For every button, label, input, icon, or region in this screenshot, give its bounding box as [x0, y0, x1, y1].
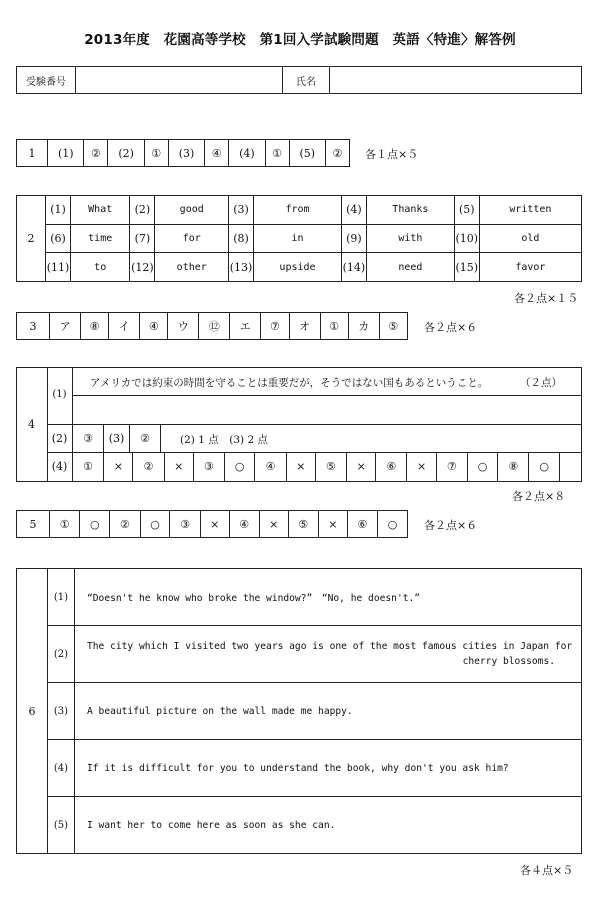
q4-part2-label: (2) [47, 424, 73, 453]
q4-item-label: ⑤ [315, 452, 346, 482]
q3-item-label: カ [348, 313, 379, 340]
q4-part3-answer: ② [130, 424, 161, 453]
q6-item-answer: I want her to come here as soon as she can. [87, 819, 336, 831]
q1-item-label: (2) [108, 140, 144, 167]
q2-item-label: (6) [46, 224, 71, 253]
q4-item-label: ⑧ [498, 452, 529, 482]
q2-table [16, 195, 582, 282]
q6-item-label: (5) [48, 797, 75, 854]
q3-item-answer: ④ [140, 313, 168, 340]
q2-item-label: (11) [46, 253, 71, 282]
q3-table [16, 312, 408, 340]
q3-item-label: エ [230, 313, 261, 340]
q2-item-label: (15) [454, 253, 479, 282]
q3-number: 3 [17, 313, 50, 340]
q6-item-answer: The city which I visited two years ago is one of the most famous cities in Japan for [87, 641, 573, 652]
q2-item-label: (3) [229, 196, 254, 225]
q4-item-label: ⑥ [376, 452, 407, 482]
q3-item-answer: ⑤ [379, 313, 407, 340]
q3-item-answer: ⑦ [261, 313, 289, 340]
page-title: 2013年度 花園高等学校 第1回入学試験問題 英語〈特進〉解答例 [84, 32, 516, 48]
q3-item-label: イ [109, 313, 140, 340]
q3-item-answer: ① [320, 313, 348, 340]
q2-item-answer: written [479, 196, 581, 225]
q2-points: 各２点×１５ [514, 292, 579, 305]
q2-item-answer: Thanks [366, 196, 454, 225]
q4-item-answer: ○ [467, 452, 497, 482]
q4-item-label: ① [73, 452, 104, 482]
q2-item-answer: old [479, 224, 581, 253]
q4-part1-points: （２点） [520, 377, 562, 389]
q2-item-label: (2) [130, 196, 155, 225]
q2-item-label: (7) [130, 224, 155, 253]
q1-item-answer: ② [84, 140, 108, 167]
q4-item-answer: ○ [529, 452, 560, 482]
q4-number: 4 [28, 418, 35, 431]
q6-number: 6 [17, 569, 48, 854]
q5-item-answer: ○ [378, 511, 408, 538]
q2-item-answer: need [366, 253, 454, 282]
q2-item-answer: favor [479, 253, 581, 282]
q5-table [16, 510, 408, 538]
q3-item-label: ア [50, 313, 81, 340]
q4-part23-points: (2) 1 点 (3) 2 点 [180, 434, 268, 446]
q1-item-answer: ① [144, 140, 168, 167]
exam-number-field[interactable] [76, 67, 283, 94]
q6-item-answer-continued: cherry blossoms. [462, 656, 555, 667]
q1-item-answer: ② [326, 140, 350, 167]
q4-item-answer: × [407, 452, 436, 482]
q4-item-answer: × [286, 452, 315, 482]
q2-item-answer: What [71, 196, 130, 225]
q5-item-answer: × [200, 511, 229, 538]
q4-points: 各２点×８ [512, 490, 566, 503]
q4-item-answer: × [164, 452, 193, 482]
q4-item-answer: ○ [225, 452, 255, 482]
q5-number: 5 [17, 511, 50, 538]
q1-item-label: (1) [48, 140, 84, 167]
q6-item-answer: “Doesn't he know who broke the window?” “No, he doesn't.” [87, 593, 421, 604]
q2-item-answer: to [71, 253, 130, 282]
q5-item-answer: ○ [80, 511, 110, 538]
q3-item-answer: ⑧ [81, 313, 109, 340]
q2-item-answer: with [366, 224, 454, 253]
q4-part1-answer: アメリカでは約束の時間を守ることは重要だが，そうではない国もあるということ。 [90, 377, 489, 389]
q6-item-answer-cell [75, 626, 582, 683]
q3-item-answer: ⑫ [199, 313, 230, 340]
q6-item-answer: If it is difficult for you to understand the book, why don't you ask him? [87, 762, 509, 774]
q2-item-answer: from [254, 196, 342, 225]
q2-item-answer: upside [254, 253, 342, 282]
q2-item-answer: for [155, 224, 229, 253]
q5-item-label: ④ [229, 511, 259, 538]
q2-item-label: (9) [341, 224, 366, 253]
q5-item-label: ⑤ [288, 511, 318, 538]
q6-item-label: (1) [48, 569, 75, 626]
q1-table [16, 139, 350, 167]
q4-part3-label: (3) [104, 424, 130, 453]
q1-item-label: (5) [289, 140, 325, 167]
q6-item-answer-cell [75, 797, 582, 854]
q1-points: 各１点×５ [365, 148, 419, 161]
q3-item-label: ウ [168, 313, 199, 340]
q2-item-answer: other [155, 253, 229, 282]
q4-part4-table [47, 452, 560, 482]
q5-item-label: ① [50, 511, 80, 538]
q5-item-label: ③ [170, 511, 200, 538]
q2-number: 2 [17, 196, 46, 282]
exam-number-label: 受験番号 [17, 67, 76, 94]
q4-item-answer: × [104, 452, 133, 482]
q4-part2-answer: ③ [73, 424, 104, 453]
q5-item-answer: ○ [140, 511, 170, 538]
q4-item-label: ③ [193, 452, 224, 482]
q6-item-label: (3) [48, 683, 75, 740]
q2-item-label: (13) [229, 253, 254, 282]
q1-item-answer: ① [265, 140, 289, 167]
q3-item-label: オ [289, 313, 320, 340]
q5-item-answer: × [319, 511, 348, 538]
name-field[interactable] [330, 67, 582, 94]
q2-item-label: (1) [46, 196, 71, 225]
q6-item-answer-cell [75, 569, 582, 626]
q4-part1-label: (1) [52, 389, 67, 400]
q6-item-label: (4) [48, 740, 75, 797]
q5-item-label: ⑥ [347, 511, 377, 538]
q2-item-label: (12) [130, 253, 155, 282]
q4-item-answer: × [347, 452, 376, 482]
q2-item-answer: time [71, 224, 130, 253]
q5-item-answer: × [259, 511, 288, 538]
q2-item-label: (5) [454, 196, 479, 225]
q6-item-label: (2) [48, 626, 75, 683]
q4-part23-table [47, 424, 161, 453]
q5-item-label: ② [110, 511, 140, 538]
q1-item-answer: ④ [205, 140, 229, 167]
q6-item-answer: A beautiful picture on the wall made me happy. [87, 705, 353, 717]
q6-item-answer-cell [75, 740, 582, 797]
q1-item-label: (3) [168, 140, 204, 167]
q2-item-label: (10) [454, 224, 479, 253]
q6-points: 各４点×５ [520, 864, 574, 877]
q1-item-label: (4) [229, 140, 265, 167]
q6-item-answer-cell [75, 683, 582, 740]
q2-item-label: (4) [341, 196, 366, 225]
q3-points: 各２点×６ [424, 321, 478, 334]
q1-number: 1 [17, 140, 48, 167]
q4-item-label: ② [133, 452, 164, 482]
name-label: 氏名 [283, 67, 330, 94]
q2-item-answer: good [155, 196, 229, 225]
q5-points: 各２点×６ [424, 519, 478, 532]
q2-item-answer: in [254, 224, 342, 253]
q4-part4-label: (4) [47, 452, 73, 482]
header-table [16, 66, 582, 94]
q6-table [16, 568, 582, 854]
q4-item-label: ④ [255, 452, 286, 482]
q2-item-label: (14) [341, 253, 366, 282]
q2-item-label: (8) [229, 224, 254, 253]
q4-item-label: ⑦ [436, 452, 467, 482]
